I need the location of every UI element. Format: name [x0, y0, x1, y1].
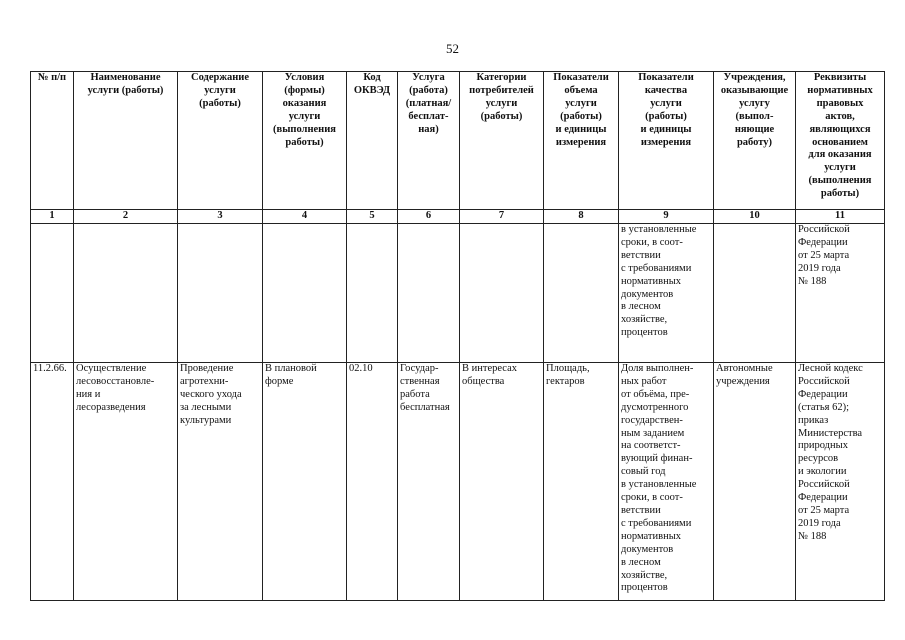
cell-legal-requisites: Российской Федерации от 25 марта 2019 года № 188 [796, 224, 885, 363]
header-conditions: Условия (формы) оказания услуги (выполнения работы) [263, 72, 347, 210]
header-service-name: Наименование услуги (работы) [74, 72, 178, 210]
cell-empty [347, 224, 398, 363]
column-numbers-row [31, 210, 885, 224]
header-quality-indicators: Показатели качества услуги (работы) и единицы измерения [619, 72, 714, 210]
cell-institutions: Автономные учреждения [714, 363, 796, 601]
cell-service-name: Осуществление лесовосстановле- ния и лесоразведения [74, 363, 178, 601]
cell-consumers: В интересах общества [460, 363, 544, 601]
header-service-content: Содержание услуги (работы) [178, 72, 263, 210]
column-number: 9 [619, 210, 714, 224]
cell-service-content: Проведение агротехни- ческого ухода за лесными культурами [178, 363, 263, 601]
cell-empty [544, 224, 619, 363]
header-num: № п/п [31, 72, 74, 210]
cell-empty [74, 224, 178, 363]
table-row-continuation [31, 224, 885, 363]
cell-okved: 02.10 [347, 363, 398, 601]
cell-empty [398, 224, 460, 363]
cell-empty [178, 224, 263, 363]
cell-conditions: В плановой форме [263, 363, 347, 601]
column-number: 10 [714, 210, 796, 224]
cell-empty [460, 224, 544, 363]
cell-quality-indicators: Доля выполнен- ных работ от объёма, пре- дусмотренного государствен- ным заданием на соответст- вующий финан- совый год в установленные сроки, в соот- ветствии с требованиями нормативных документов в лесном хозяйстве, процентов [619, 363, 714, 601]
cell-volume-indicators: Площадь, гектаров [544, 363, 619, 601]
column-number: 4 [263, 210, 347, 224]
column-number: 3 [178, 210, 263, 224]
column-number: 1 [31, 210, 74, 224]
header-row [31, 72, 885, 210]
column-number: 8 [544, 210, 619, 224]
cell-legal-requisites: Лесной кодекс Российской Федерации (статья 62); приказ Министерства природных ресурсов и экологии Российской Федерации от 25 марта 2019 года № 188 [796, 363, 885, 601]
cell-quality-indicators: в установленные сроки, в соот- ветствии с требованиями нормативных документов в лесном хозяйстве, процентов [619, 224, 714, 363]
column-number: 11 [796, 210, 885, 224]
cell-empty [263, 224, 347, 363]
column-number: 6 [398, 210, 460, 224]
cell-empty [714, 224, 796, 363]
cell-empty [31, 224, 74, 363]
header-consumers: Категории потребителей услуги (работы) [460, 72, 544, 210]
header-legal-requisites: Реквизиты нормативных правовых актов, являющихся основанием для оказания услуги (выполнения работы) [796, 72, 885, 210]
cell-num: 11.2.66. [31, 363, 74, 601]
cell-paid-free: Государ- ственная работа бесплатная [398, 363, 460, 601]
services-registry-table [30, 71, 885, 601]
page-number: 52 [446, 41, 459, 56]
column-number: 5 [347, 210, 398, 224]
header-volume-indicators: Показатели объема услуги (работы) и единицы измерения [544, 72, 619, 210]
header-institutions: Учреждения, оказывающие услугу (выпол- няющие работу) [714, 72, 796, 210]
column-number: 2 [74, 210, 178, 224]
table-row-11-2-66 [31, 363, 885, 601]
header-okved: Код ОКВЭД [347, 72, 398, 210]
header-paid-free: Услуга (работа) (платная/ бесплат- ная) [398, 72, 460, 210]
column-number: 7 [460, 210, 544, 224]
